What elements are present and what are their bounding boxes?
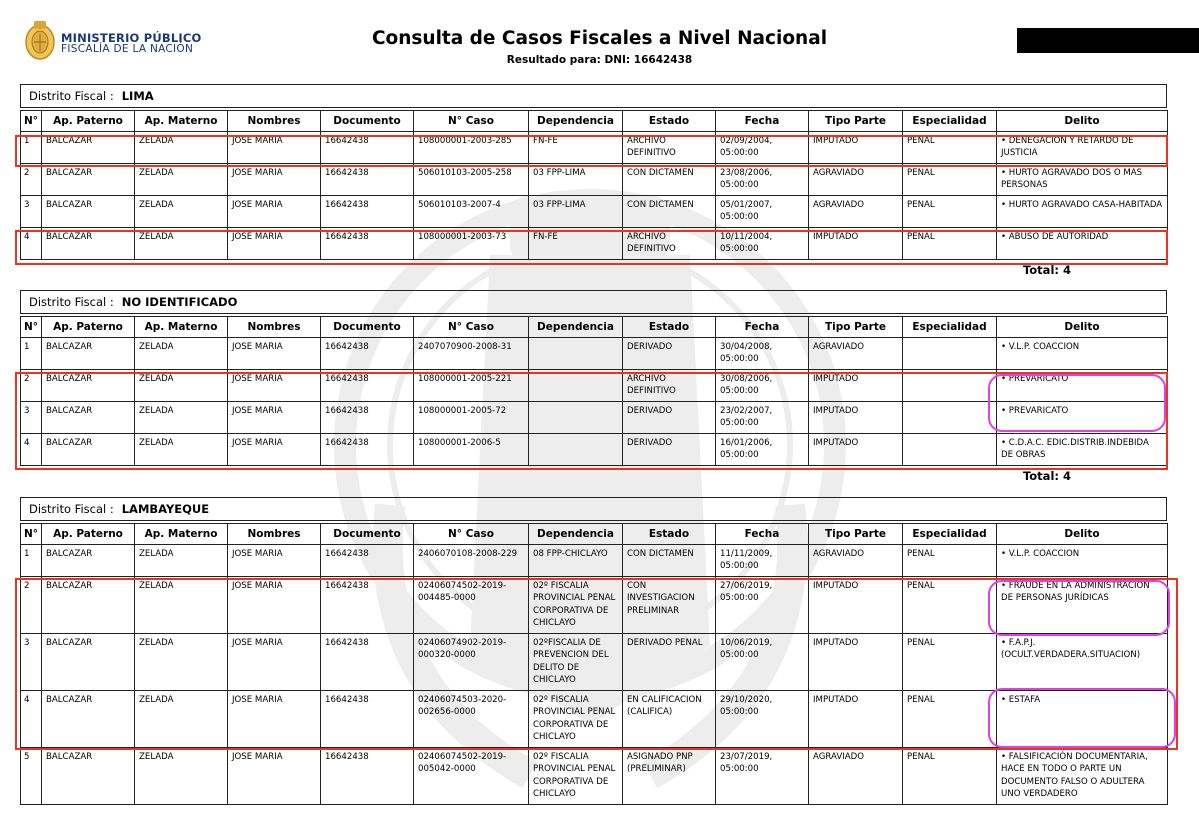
cell-documento: 16642438 <box>321 434 414 466</box>
cell-fecha: 29/10/2020, 05:00:00 <box>716 691 809 748</box>
cell-ap-materno: ZELADA <box>135 545 228 577</box>
cell-ap-paterno: BALCAZAR <box>42 545 135 577</box>
column-header-dependencia: Dependencia <box>529 317 623 338</box>
cases-table <box>20 110 1168 260</box>
cell-n-caso: 2407070900-2008-31 <box>414 338 529 370</box>
cell-fecha: 23/07/2019, 05:00:00 <box>716 748 809 805</box>
district-name: LAMBAYEQUE <box>121 502 210 516</box>
cell-fecha: 27/06/2019, 05:00:00 <box>716 577 809 634</box>
table-row <box>21 370 1168 402</box>
cases-table <box>20 316 1168 466</box>
cell-estado: CON INVESTIGACION PRELIMINAR <box>623 577 716 634</box>
cell-n-caso: 02406074902-2019-000320-0000 <box>414 634 529 691</box>
cell-especialidad: PENAL <box>903 748 997 805</box>
cell-nombres: JOSE MARIA <box>228 338 321 370</box>
column-header-documento: Documento <box>321 111 414 132</box>
cell-dependencia: 02º FISCALIA PROVINCIAL PENAL CORPORATIVA DE CHICLAYO <box>529 577 623 634</box>
cell-n-caso: 108000001-2003-285 <box>414 132 529 164</box>
table-row <box>21 164 1168 196</box>
table-row <box>21 545 1168 577</box>
column-header-num: N° <box>21 317 42 338</box>
column-header-n-caso: N° Caso <box>414 111 529 132</box>
cell-especialidad: PENAL <box>903 545 997 577</box>
column-header-dependencia: Dependencia <box>529 524 623 545</box>
table-row <box>21 434 1168 466</box>
cell-tipo-parte: IMPUTADO <box>809 370 903 402</box>
cell-n-caso: 108000001-2005-72 <box>414 402 529 434</box>
column-header-ap-materno: Ap. Materno <box>135 317 228 338</box>
cell-delito: • ESTAFA <box>997 691 1168 748</box>
cell-nombres: JOSE MARIA <box>228 196 321 228</box>
cell-dependencia: 02º FISCALIA PROVINCIAL PENAL CORPORATIVA DE CHICLAYO <box>529 691 623 748</box>
table-row <box>21 132 1168 164</box>
cell-n-caso: 506010103-2005-258 <box>414 164 529 196</box>
cell-nombres: JOSE MARIA <box>228 164 321 196</box>
table-row <box>21 196 1168 228</box>
cell-num: 4 <box>21 228 42 260</box>
cell-num: 4 <box>21 691 42 748</box>
cell-num: 4 <box>21 434 42 466</box>
org-subname: FISCALÍA DE LA NACIÓN <box>61 43 194 55</box>
column-header-ap-paterno: Ap. Paterno <box>42 317 135 338</box>
cell-tipo-parte: IMPUTADO <box>809 691 903 748</box>
column-header-estado: Estado <box>623 317 716 338</box>
column-header-row <box>21 524 1168 545</box>
district-header <box>20 497 1167 521</box>
cell-nombres: JOSE MARIA <box>228 370 321 402</box>
district-header <box>20 290 1167 314</box>
column-header-n-caso: N° Caso <box>414 317 529 338</box>
cell-especialidad <box>903 370 997 402</box>
cell-documento: 16642438 <box>321 132 414 164</box>
cell-nombres: JOSE MARIA <box>228 402 321 434</box>
cell-n-caso: 02406074503-2020-002656-0000 <box>414 691 529 748</box>
cell-especialidad <box>903 338 997 370</box>
cell-tipo-parte: IMPUTADO <box>809 228 903 260</box>
cell-delito: • V.L.P. COACCION <box>997 545 1168 577</box>
page-title: Consulta de Casos Fiscales a Nivel Nacional <box>371 28 828 49</box>
result-subtitle: Resultado para: DNI: 16642438 <box>506 54 693 66</box>
column-header-fecha: Fecha <box>716 111 809 132</box>
cell-ap-materno: ZELADA <box>135 132 228 164</box>
cell-fecha: 23/08/2006, 05:00:00 <box>716 164 809 196</box>
cell-dependencia <box>529 434 623 466</box>
cell-estado: DERIVADO <box>623 338 716 370</box>
cell-nombres: JOSE MARIA <box>228 132 321 164</box>
cell-dependencia: 02ºFISCALIA DE PREVENCION DEL DELITO DE CHICLAYO <box>529 634 623 691</box>
cell-estado: EN CALIFICACION (CALIFICA) <box>623 691 716 748</box>
cell-documento: 16642438 <box>321 545 414 577</box>
cell-especialidad: PENAL <box>903 164 997 196</box>
table-row <box>21 228 1168 260</box>
cell-ap-paterno: BALCAZAR <box>42 634 135 691</box>
column-header-tipo-parte: Tipo Parte <box>809 524 903 545</box>
cell-ap-paterno: BALCAZAR <box>42 748 135 805</box>
column-header-dependencia: Dependencia <box>529 111 623 132</box>
column-header-nombres: Nombres <box>228 524 321 545</box>
section-total: Total: 4 <box>1022 469 1071 483</box>
cell-delito: • PREVARICATO <box>997 402 1168 434</box>
cell-num: 2 <box>21 370 42 402</box>
column-header-n-caso: N° Caso <box>414 524 529 545</box>
cell-especialidad <box>903 402 997 434</box>
cell-dependencia: 02º FISCALIA PROVINCIAL PENAL CORPORATIVA DE CHICLAYO <box>529 748 623 805</box>
column-header-delito: Delito <box>997 111 1168 132</box>
cell-ap-materno: ZELADA <box>135 577 228 634</box>
cell-dependencia <box>529 338 623 370</box>
column-header-especialidad: Especialidad <box>903 524 997 545</box>
cell-num: 2 <box>21 577 42 634</box>
section-lambayeque <box>20 497 1167 805</box>
cell-estado: CON DICTAMEN <box>623 164 716 196</box>
cell-ap-paterno: BALCAZAR <box>42 691 135 748</box>
cell-num: 1 <box>21 338 42 370</box>
cell-num: 3 <box>21 402 42 434</box>
table-row <box>21 748 1168 805</box>
cell-estado: DERIVADO <box>623 434 716 466</box>
org-name: MINISTERIO PÚBLICO <box>61 31 202 45</box>
cell-especialidad: PENAL <box>903 691 997 748</box>
cell-ap-materno: ZELADA <box>135 196 228 228</box>
cell-especialidad: PENAL <box>903 228 997 260</box>
district-label: Distrito Fiscal : <box>29 502 114 516</box>
cell-documento: 16642438 <box>321 164 414 196</box>
cell-estado: CON DICTAMEN <box>623 196 716 228</box>
cell-estado: CON DICTAMEN <box>623 545 716 577</box>
cell-ap-materno: ZELADA <box>135 634 228 691</box>
cell-dependencia: 03 FPP-LIMA <box>529 196 623 228</box>
column-header-ap-materno: Ap. Materno <box>135 524 228 545</box>
cell-num: 5 <box>21 748 42 805</box>
cell-tipo-parte: AGRAVIADO <box>809 164 903 196</box>
column-header-fecha: Fecha <box>716 524 809 545</box>
cell-especialidad: PENAL <box>903 132 997 164</box>
cell-tipo-parte: AGRAVIADO <box>809 196 903 228</box>
cell-tipo-parte: IMPUTADO <box>809 402 903 434</box>
cell-documento: 16642438 <box>321 402 414 434</box>
section-lima <box>20 84 1167 280</box>
cell-estado: DERIVADO PENAL <box>623 634 716 691</box>
cell-n-caso: 02406074502-2019-004485-0000 <box>414 577 529 634</box>
cell-documento: 16642438 <box>321 634 414 691</box>
cell-tipo-parte: IMPUTADO <box>809 634 903 691</box>
column-header-fecha: Fecha <box>716 317 809 338</box>
cell-tipo-parte: AGRAVIADO <box>809 748 903 805</box>
column-header-estado: Estado <box>623 111 716 132</box>
table-row <box>21 402 1168 434</box>
cell-estado: ASIGNADO PNP (PRELIMINAR) <box>623 748 716 805</box>
cell-fecha: 10/06/2019, 05:00:00 <box>716 634 809 691</box>
cell-delito: • FRAUDE EN LA ADMINISTRACIÓN DE PERSONAS JURÍDICAS <box>997 577 1168 634</box>
cell-fecha: 10/11/2004, 05:00:00 <box>716 228 809 260</box>
cell-num: 2 <box>21 164 42 196</box>
table-row <box>21 634 1168 691</box>
column-header-documento: Documento <box>321 524 414 545</box>
cell-delito: • C.D.A.C. EDIC.DISTRIB.INDEBIDA DE OBRAS <box>997 434 1168 466</box>
cell-delito: • HURTO AGRAVADO CASA-HABITADA <box>997 196 1168 228</box>
cell-nombres: JOSE MARIA <box>228 545 321 577</box>
cell-tipo-parte: AGRAVIADO <box>809 338 903 370</box>
cell-documento: 16642438 <box>321 748 414 805</box>
cell-nombres: JOSE MARIA <box>228 228 321 260</box>
cell-ap-materno: ZELADA <box>135 691 228 748</box>
cases-table <box>20 523 1168 805</box>
cell-ap-materno: ZELADA <box>135 164 228 196</box>
column-header-tipo-parte: Tipo Parte <box>809 111 903 132</box>
cell-delito: • DENEGACION Y RETARDO DE JUSTICIA <box>997 132 1168 164</box>
cell-n-caso: 2406070108-2008-229 <box>414 545 529 577</box>
column-header-ap-paterno: Ap. Paterno <box>42 111 135 132</box>
cell-num: 1 <box>21 545 42 577</box>
cell-ap-materno: ZELADA <box>135 228 228 260</box>
table-row <box>21 338 1168 370</box>
cell-fecha: 30/08/2006, 05:00:00 <box>716 370 809 402</box>
cell-n-caso: 02406074502-2019-005042-0000 <box>414 748 529 805</box>
redaction-bar <box>1017 28 1199 53</box>
cell-estado: ARCHIVO DEFINITIVO <box>623 132 716 164</box>
column-header-especialidad: Especialidad <box>903 317 997 338</box>
column-header-num: N° <box>21 111 42 132</box>
column-header-num: N° <box>21 524 42 545</box>
cell-nombres: JOSE MARIA <box>228 434 321 466</box>
cell-tipo-parte: IMPUTADO <box>809 434 903 466</box>
cell-tipo-parte: AGRAVIADO <box>809 545 903 577</box>
cell-fecha: 16/01/2006, 05:00:00 <box>716 434 809 466</box>
cell-ap-paterno: BALCAZAR <box>42 228 135 260</box>
cell-ap-materno: ZELADA <box>135 402 228 434</box>
cell-dependencia <box>529 370 623 402</box>
column-header-delito: Delito <box>997 524 1168 545</box>
cell-nombres: JOSE MARIA <box>228 748 321 805</box>
cell-nombres: JOSE MARIA <box>228 691 321 748</box>
column-header-delito: Delito <box>997 317 1168 338</box>
cell-especialidad: PENAL <box>903 577 997 634</box>
district-name: NO IDENTIFICADO <box>121 295 238 309</box>
cell-estado: ARCHIVO DEFINITIVO <box>623 228 716 260</box>
column-header-tipo-parte: Tipo Parte <box>809 317 903 338</box>
cell-dependencia: FN-FE <box>529 228 623 260</box>
cell-ap-materno: ZELADA <box>135 434 228 466</box>
cell-dependencia: FN-FE <box>529 132 623 164</box>
page-header <box>0 0 1199 80</box>
cell-num: 3 <box>21 196 42 228</box>
district-label: Distrito Fiscal : <box>29 89 114 103</box>
section-no-identificado <box>20 290 1167 486</box>
column-header-especialidad: Especialidad <box>903 111 997 132</box>
cell-especialidad: PENAL <box>903 634 997 691</box>
cell-num: 3 <box>21 634 42 691</box>
cell-ap-paterno: BALCAZAR <box>42 370 135 402</box>
cell-dependencia: 08 FPP-CHICLAYO <box>529 545 623 577</box>
cell-tipo-parte: IMPUTADO <box>809 577 903 634</box>
cell-dependencia <box>529 402 623 434</box>
cell-n-caso: 108000001-2003-73 <box>414 228 529 260</box>
cell-estado: DERIVADO <box>623 402 716 434</box>
cell-ap-materno: ZELADA <box>135 370 228 402</box>
cell-fecha: 30/04/2008, 05:00:00 <box>716 338 809 370</box>
cell-dependencia: 03 FPP-LIMA <box>529 164 623 196</box>
cell-documento: 16642438 <box>321 370 414 402</box>
cell-fecha: 05/01/2007, 05:00:00 <box>716 196 809 228</box>
cell-documento: 16642438 <box>321 338 414 370</box>
cell-ap-materno: ZELADA <box>135 338 228 370</box>
cell-especialidad: PENAL <box>903 196 997 228</box>
column-header-ap-paterno: Ap. Paterno <box>42 524 135 545</box>
cell-ap-paterno: BALCAZAR <box>42 132 135 164</box>
column-header-estado: Estado <box>623 524 716 545</box>
cell-delito: • PREVARICATO <box>997 370 1168 402</box>
cell-estado: ARCHIVO DEFINITIVO <box>623 370 716 402</box>
cell-documento: 16642438 <box>321 577 414 634</box>
cell-fecha: 23/02/2007, 05:00:00 <box>716 402 809 434</box>
table-row <box>21 577 1168 634</box>
cell-delito: • F.A.P.J.(OCULT.VERDADERA.SITUACION) <box>997 634 1168 691</box>
cell-ap-paterno: BALCAZAR <box>42 402 135 434</box>
cell-ap-paterno: BALCAZAR <box>42 338 135 370</box>
cell-documento: 16642438 <box>321 691 414 748</box>
cell-delito: • FALSIFICACIÓN DOCUMENTARIA, HACE EN TODO O PARTE UN DOCUMENTO FALSO O ADULTERA UNO VERDADERO <box>997 748 1168 805</box>
cell-delito: • V.L.P. COACCION <box>997 338 1168 370</box>
column-header-row <box>21 317 1168 338</box>
cell-num: 1 <box>21 132 42 164</box>
district-name: LIMA <box>121 89 154 103</box>
column-header-nombres: Nombres <box>228 317 321 338</box>
cell-ap-paterno: BALCAZAR <box>42 196 135 228</box>
cell-delito: • ABUSO DE AUTORIDAD <box>997 228 1168 260</box>
cell-delito: • HURTO AGRAVADO DOS O MAS PERSONAS <box>997 164 1168 196</box>
column-header-ap-materno: Ap. Materno <box>135 111 228 132</box>
column-header-nombres: Nombres <box>228 111 321 132</box>
district-header <box>20 84 1167 108</box>
column-header-row <box>21 111 1168 132</box>
cell-fecha: 11/11/2009, 05:00:00 <box>716 545 809 577</box>
cell-ap-materno: ZELADA <box>135 748 228 805</box>
cell-especialidad <box>903 434 997 466</box>
cell-nombres: JOSE MARIA <box>228 577 321 634</box>
cell-ap-paterno: BALCAZAR <box>42 577 135 634</box>
table-row <box>21 691 1168 748</box>
cell-n-caso: 108000001-2006-5 <box>414 434 529 466</box>
cell-fecha: 02/09/2004, 05:00:00 <box>716 132 809 164</box>
cell-ap-paterno: BALCAZAR <box>42 434 135 466</box>
column-header-documento: Documento <box>321 317 414 338</box>
cell-n-caso: 108000001-2005-221 <box>414 370 529 402</box>
cell-n-caso: 506010103-2007-4 <box>414 196 529 228</box>
cell-documento: 16642438 <box>321 228 414 260</box>
section-total: Total: 4 <box>1022 263 1071 277</box>
cell-ap-paterno: BALCAZAR <box>42 164 135 196</box>
district-label: Distrito Fiscal : <box>29 295 114 309</box>
cell-tipo-parte: IMPUTADO <box>809 132 903 164</box>
cell-nombres: JOSE MARIA <box>228 634 321 691</box>
cell-documento: 16642438 <box>321 196 414 228</box>
